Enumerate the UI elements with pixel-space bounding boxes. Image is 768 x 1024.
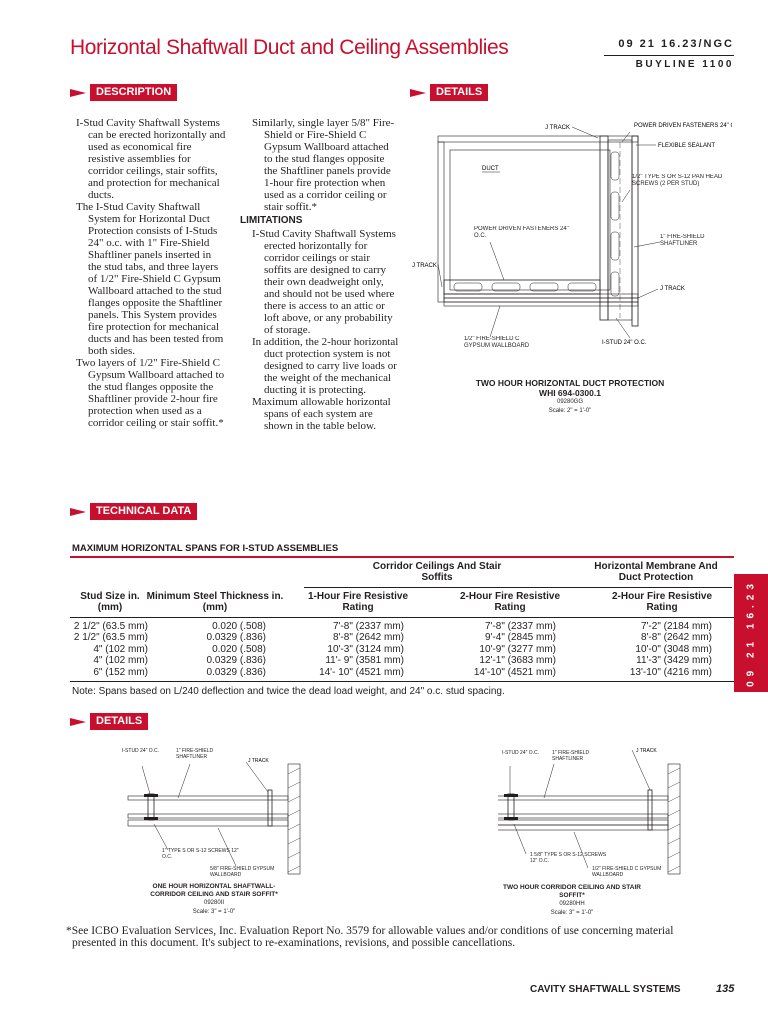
table-cell: 9'-4" (2845 mm) [484,632,556,644]
description-paragraph: Two layers of 1/2" Fire-Shield C Gypsum Wallboard attached to the stud flanges opposite the Shaftliner provide 2-hour fire protection when used as a corridor ceiling or stair soffit.* [76,357,225,429]
table-cell: 7'-8" (2337 mm) [484,621,556,632]
duct-protection-detail [410,112,732,374]
duct-caption-subtitle: WHI 694-0300.1 [539,388,601,398]
description-paragraph: Similarly, single layer 5/8" Fire-Shield or Fire-Shield C Gypsum Wallboard attached to the stud flanges opposite the Shaftliner panels provide 1-hour fire protection when used as a corridor ceiling or stair soffit.* [252,117,395,213]
label-screws: 1" TYPE S OR S-12 SCREWS 12" O.C. [162,848,239,860]
table-cell: 6" (152 mm) [93,666,148,678]
two-hour-caption [494,884,650,918]
table-cell: 11'-3" (3429 mm) [636,655,712,667]
one-hour-caption-title: ONE HOUR HORIZONTAL SHAFTWALL- CORRIDOR CEILING AND STAIR SOFFIT* [150,883,278,898]
one-hour-caption-code: 09280II [203,900,225,906]
table-cell: 4" (102 mm) [93,655,148,667]
description-paragraph: I-Stud Cavity Shaftwall Systems can be erected horizontally and used as economical fire resistive assemblies for corridor ceilings, stair soffits, and protection for mechanical ducts. [76,117,226,201]
col-header-2hr-corridor: 2-Hour Fire Resistive Rating [459,591,561,613]
column-1hr [304,621,404,678]
arrow-icon [70,715,90,729]
technical-data-label: TECHNICAL DATA [90,503,197,520]
description-column-1 [76,117,226,429]
table-cell: 14'-10" (4521 mm) [473,666,556,678]
table-bottom-rule [70,681,734,682]
label-istud: I-STUD 24" O.C. [502,750,540,756]
label-power-fasteners-top-text: POWER DRIVEN FASTENERS 24" O.C. [634,123,732,129]
arrow-icon [70,86,90,100]
label-jtrack: J TRACK [248,758,269,764]
label-shaftliner: 1" FIRE-SHIELD SHAFTLINER [552,750,590,762]
column-2hr-corridor [454,621,556,678]
col-header-2hr-membrane: 2-Hour Fire Resistive Rating [611,591,713,613]
table-cell: 10'-3" (3124 mm) [327,643,404,655]
one-hour-caption [134,883,294,917]
side-tab [734,574,768,692]
details-top-heading [410,84,488,101]
label-shaftliner: 1" FIRE-SHIELD SHAFTLINER [176,748,214,760]
group-rule [304,587,732,588]
label-j-track-right: J TRACK [660,286,685,292]
footnote-text: *See ICBO Evaluation Services, Inc. Evaluation Report No. 3579 for allowable values and/or conditions of use concerning material presented in this document. It's subject to re-examinations, revisions, and possible cancellations. [66,925,674,949]
table-cell: 4" (102 mm) [93,643,148,655]
description-heading [70,84,177,101]
label-j-track-left: J TRACK [412,263,437,269]
details-bottom-heading [70,713,148,730]
table-cell: 14'- 10" (4521 mm) [319,666,404,678]
table-cell: 12'-1" (3683 mm) [479,655,556,667]
description-column-2 [240,117,400,432]
duct-caption-title: TWO HOUR HORIZONTAL DUCT PROTECTION [475,378,665,388]
table-cell: 0.0329 (.836) [206,666,266,678]
table-title: MAXIMUM HORIZONTAL SPANS FOR I-STUD ASSEMBLIES [72,543,339,554]
label-j-track-top: J TRACK [545,125,570,131]
limitations-paragraph: I-Stud Cavity Shaftwall Systems erected horizontally for corridor ceilings or stair soffits are designed to carry their own deadweight only, and should not be used where there is access to an attic or loft above, or any probability of storage. [252,228,396,336]
details-top-label: DETAILS [430,84,488,101]
table-cell: 2 1/2" (63.5 mm) [73,621,148,632]
table-cell: 10'-9" (3277 mm) [479,643,556,655]
table-note: Note: Spans based on L/240 deflection and twice the dead load weight, and 24" o.c. stud spacing. [72,686,505,697]
label-pan-head-screws: 1/2" TYPE S OR S-12 PAN HEAD SCREWS (2 PER STUD) [632,174,723,187]
description-label: DESCRIPTION [90,84,177,101]
table-cell: 2 1/2" (63.5 mm) [73,632,148,644]
two-hour-caption-title: TWO HOUR CORRIDOR CEILING AND STAIR SOFFIT* [503,884,641,899]
label-jtrack: J TRACK [636,748,657,754]
column-steel-thickness [150,621,266,678]
duct-caption-code: 09280GG [556,399,584,405]
buyline: BUYLINE 1100 [635,59,734,70]
column-stud-size [70,621,148,678]
arrow-icon [70,505,90,519]
two-hour-caption-code: 09280HH [559,901,585,907]
two-hour-caption-scale: Scale: 3" = 1'-0" [550,910,594,916]
header-bottom-rule [70,617,734,618]
group-header-corridor: Corridor Ceilings And Stair Soffits [372,561,502,583]
label-gypsum: 1/2" FIRE-SHIELD C GYPSUM WALLBOARD [464,336,530,349]
header-rule [604,55,734,56]
table-cell: 13'-10" (4216 mm) [629,666,712,678]
label-istud: I-STUD 24" O.C. [122,748,160,754]
table-cell: 8'-8" (2642 mm) [640,632,712,644]
limitations-heading: LIMITATIONS [240,215,303,226]
table-cell: 7'-2" (2184 mm) [640,621,712,632]
description-paragraph: The I-Stud Cavity Shaftwall System for Horizontal Duct Protection consists of I-Studs 24" o.c. with 1" Fire-Shield Shaftliner panels inserted in the stud tabs, and three layers of 1/2" Fire-Shield C Gypsum Wallboard attached to the stud flanges opposite the Shaftliner panels. This System provides fire protection for mechanical ducts and has been tested from both sides. [76,201,224,357]
table-cell: 0.0329 (.836) [206,632,266,644]
label-power-fasteners-top [634,123,732,129]
page-title: Horizontal Shaftwall Duct and Ceiling Assemblies [70,36,509,59]
table-title-rule [70,556,734,558]
table-cell: 0.020 (.508) [212,643,266,655]
label-gypsum: 5/8" FIRE-SHIELD GYPSUM WALLBOARD [210,866,275,878]
table-cell: 0.020 (.508) [212,621,266,632]
label-screws: 1 5/8" TYPE S OR S-12 SCREWS 12" O.C. [530,852,607,864]
label-gypsum: 1/2" FIRE-SHIELD C GYPSUM WALLBOARD [592,866,662,878]
page-number: 135 [716,983,735,995]
col-header-steel-thickness: Minimum Steel Thickness in. (mm) [146,591,284,613]
section-code: 09 21 16.23/NGC [618,38,734,50]
table-cell: 10'-0" (3048 mm) [635,643,712,655]
duct-caption-scale: Scale: 2" = 1'-0" [548,408,592,414]
limitations-paragraph: In addition, the 2-hour horizontal duct protection system is not designed to carry live loads or the weight of the mechanical ducting it is protecting. [252,336,399,396]
footer-label: CAVITY SHAFTWALL SYSTEMS [530,984,681,995]
column-2hr-membrane [606,621,712,678]
two-hour-detail [498,744,698,882]
group-header-membrane: Horizontal Membrane And Duct Protection [594,561,718,583]
table-cell: 0.0329 (.836) [206,655,266,667]
label-power-fasteners-mid: POWER DRIVEN FASTENERS 24" O.C. [474,226,569,239]
limitations-paragraph: Maximum allowable horizontal spans of each system are shown in the table below. [252,396,391,432]
arrow-icon [410,86,430,100]
col-header-1hr: 1-Hour Fire Resistive Rating [307,591,409,613]
duct-caption [430,378,710,416]
one-hour-detail [118,744,318,882]
label-duct: DUCT [482,166,499,172]
label-flexible-sealant: FLEXIBLE SEALANT [658,143,716,149]
table-cell: 7'-8" (2337 mm) [332,621,404,632]
one-hour-caption-scale: Scale: 3" = 1'-0" [192,909,236,915]
details-bottom-label: DETAILS [90,713,148,730]
table-cell: 11'- 9" (3581 mm) [325,655,404,667]
side-tab-text: 09 21 16.23 [745,579,757,687]
footnote [66,925,706,949]
label-shaftliner: 1" FIRE-SHIELD SHAFTLINER [660,234,705,247]
table-cell: 8'-8" (2642 mm) [332,632,404,644]
col-header-stud-size: Stud Size in. (mm) [80,591,140,613]
label-istud: I-STUD 24" O.C. [602,340,647,346]
technical-data-heading [70,503,197,520]
